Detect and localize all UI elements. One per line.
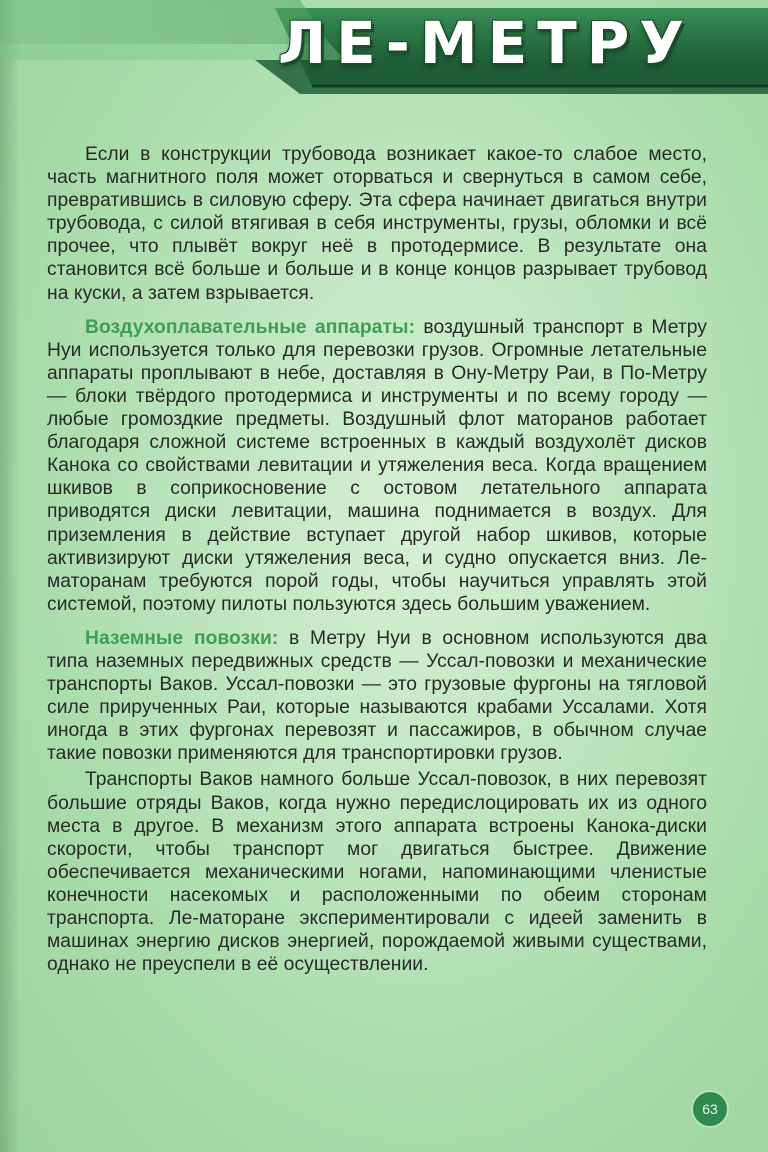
paragraph-vakhi-transport: Транспорты Ваков намного больше Уссал-повозок, в них перевозят большие отряды Ваков, когда нужно передислоцировать их из одного места в другое. В механизм этого аппарата встроены Канока-диски скорости, чтобы транспорт мог двигаться быстрее. Движение обеспечивается механическими ногами, напоминающими членистые конечности насекомых и расположенными по обеим сторонам транспорта. Ле-маторане экспериментировали с идеей заменить в машинах энергию дисков энергией, порождаемой живыми существами, однако не преуспели в её осуществлении. [47, 769, 707, 976]
chapter-header-band [0, 0, 768, 112]
page-gutter-shadow [0, 0, 20, 1152]
paragraph-intro: Если в конструкции трубовода возникает какое-то слабое место, часть магнитного поля может оторваться и свернуться в самом себе, превратившись в силовую сферу. Эта сфера начинает двигаться внутри трубовода, с силой втягивая в себя инструменты, грузы, обломки и всё прочее, что плывёт вокруг неё в протодермисе. В результате она становится всё больше и больше и в конце концов разрывает трубовод на куски, а затем взрывается. [47, 144, 707, 304]
text-ground-transport: в Метру Нуи в основном используются два типа наземных передвижных средств — Уссал-повозки и механические транспорты Ваков. Уссал-повозки — это грузовые фургоны на тягловой силе прирученных Раи, которые называются крабами Уссалами. Хотя иногда в этих фургонах перевозят и пассажиров, в обычном случае такие повозки применяются для транспортировки грузов. [47, 627, 707, 765]
page-number-badge: 63 [693, 1092, 727, 1126]
article-body [47, 143, 707, 976]
text-air-transport: воздушный транспорт в Метру Нуи используется только для перевозки грузов. Огромные летательные аппараты проплывают в небе, доставляя в Ону-Метру Раи, в По-Метру — блоки твёрдого протодермиса и инструменты и по всему городу — любые громоздкие предметы. Воздушный флот маторанов работает благодаря сложной системе встроенных в каждый воздухолёт дисков Канока со свойствами левитации и утяжеления веса. Когда вращением шкивов в соприкосновение с остовом летательного аппарата приводятся диски левитации, машина поднимается в воздух. Для приземления в действие вступает другой набор шкивов, которые активизируют диски утяжеления веса, и судно опускается вниз. Ле-маторанам требуются порой годы, чтобы научиться управлять этой системой, поэтому пилоты пользуются здесь большим уважением. [47, 316, 707, 615]
chapter-title: ЛЕ-МЕТРУ [278, 9, 694, 77]
lead-ground-transport: Наземные повозки: [85, 627, 279, 649]
paragraph-ground-transport [47, 627, 707, 766]
lead-air-transport: Воздухоплавательные аппараты: [85, 316, 415, 338]
paragraph-air-transport [47, 316, 707, 616]
